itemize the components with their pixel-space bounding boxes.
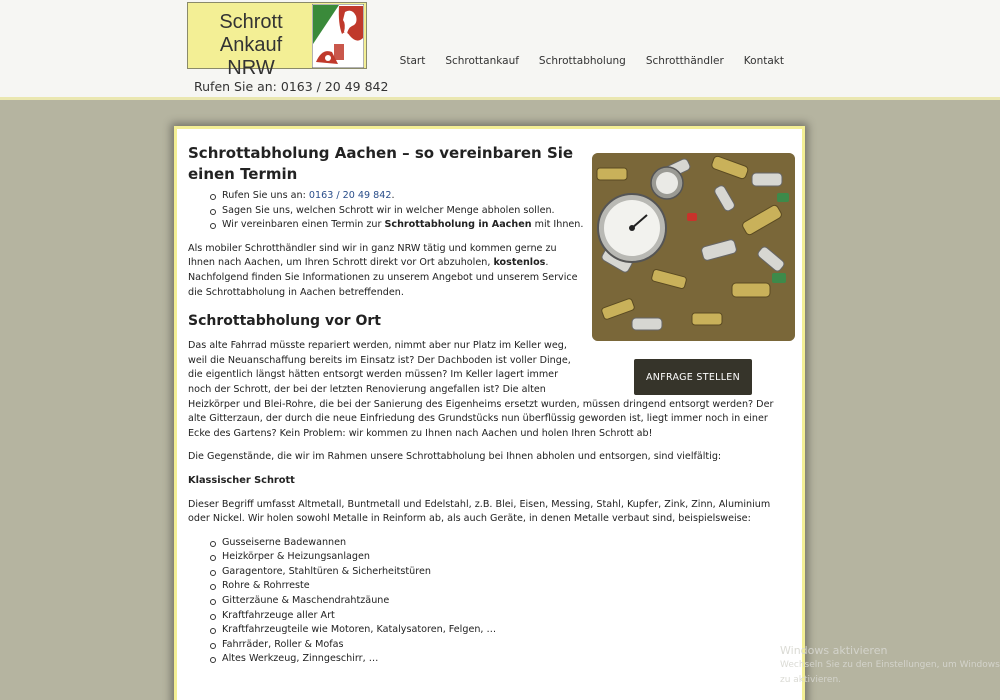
site-header [0,0,1000,100]
page-title: Schrottabholung Aachen – so vereinbaren Sie einen Termin [188,144,574,183]
nav-schrotthaendler[interactable]: Schrotthändler [645,55,724,67]
nav-start[interactable]: Start [399,55,426,67]
scrap-items-list [210,536,793,667]
nav-schrottabholung[interactable]: Schrottabholung [538,55,626,67]
content-panel [174,126,805,700]
site-logo[interactable] [187,2,367,79]
list-item: Wir vereinbaren einen Termin zur Schrottabholung in Aachen mit Ihnen. [210,218,602,233]
windows-activation-watermark [780,643,1000,688]
steps-list [210,189,602,233]
subsection-paragraph: Dieser Begriff umfasst Altmetall, Buntmetall und Edelstahl, z.B. Blei, Eisen, Messing, Stahl, Kupfer, Zink, Zinn, Aluminium oder Nickel. Wir holen sowohl Metalle in Reinform ab, als auch Geräte, in denen Metalle verbaut sind, beispielsweise: [188,498,771,525]
list-item: Rohre & Rohrreste [210,579,793,594]
list-item: Kraftfahrzeugteile wie Motoren, Katalysatoren, Felgen, … [210,623,793,638]
main-nav [380,55,784,67]
nav-schrottankauf[interactable]: Schrottankauf [445,55,519,67]
logo-line-2: NRW [227,57,275,79]
list-item: Gitterzäune & Maschendrahtzäune [210,594,793,609]
subsection-title: Klassischer Schrott [188,474,295,486]
section-paragraph: Das alte Fahrrad müsste repariert werden, nimmt aber nur Platz im Keller weg, weil die Neuanschaffung bereits im Einsatz ist? Der Dachboden ist voller Dinge, die eigentlich längst hätten entsorgt werden müssen? Im Keller lagert immer noch der Schrott, der bei der letzten Renovierung angefallen ist? Die alten Heizkörper und Blei-Rohre, die bei der Sanierung des Eigenheims ersetzt wurden, müssen dringend entsorgt werden? Der alte Gitterzaun, der durch die neue Einfriedung des Grundstücks nun überflüssig geworden ist, liegt immer noch in einer Ecke des Gartens? Kein Problem: wir kommen zu Ihnen nach Aachen und holen Ihren Schrott ab! [188,339,793,441]
logo-line-1: Schrott Ankauf [219,11,283,56]
intro-paragraph: Als mobiler Schrotthändler sind wir in ganz NRW tätig und kommen gerne zu Ihnen nach Aachen, um Ihren Schrott direkt vor Ort abzuholen, kostenlos. Nachfolgend finden Sie Informationen zu unserem Angebot und unserem Service die Schrottabholung in Aachen betreffenden. [188,242,578,298]
list-item: Garagentore, Stahltüren & Sicherheitstüren [210,565,793,580]
list-item: Kraftfahrzeuge aller Art [210,609,793,624]
nrw-crest-icon [312,4,364,68]
list-item: Altes Werkzeug, Zinngeschirr, … [210,652,793,667]
list-item: Gusseiserne Badewannen [210,536,793,551]
list-item: Sagen Sie uns, welchen Schrott wir in welcher Menge abholen sollen. [210,204,602,219]
article [188,143,793,676]
phone-link[interactable]: 0163 / 20 49 842 [308,190,392,201]
list-item: Fahrräder, Roller & Mofas [210,638,793,653]
list-item: Rufen Sie uns an: 0163 / 20 49 842. [210,189,602,204]
request-button[interactable]: ANFRAGE STELLEN [634,359,752,395]
float-spacer [583,339,793,397]
header-phone: Rufen Sie an: 0163 / 20 49 842 [194,79,389,94]
logo-text [188,3,314,79]
watermark-line-1: Windows aktivieren [780,644,888,657]
nav-kontakt[interactable]: Kontakt [743,55,784,67]
watermark-line-2: Wechseln Sie zu den Einstellungen, um Windows zu aktivieren. [780,660,1000,685]
list-item: Heizkörper & Heizungsanlagen [210,550,793,565]
items-intro: Die Gegenstände, die wir im Rahmen unsere Schrottabholung bei Ihnen abholen und entsorgen, sind vielfältig: [188,451,722,463]
section-title: Schrottabholung vor Ort [188,313,381,330]
